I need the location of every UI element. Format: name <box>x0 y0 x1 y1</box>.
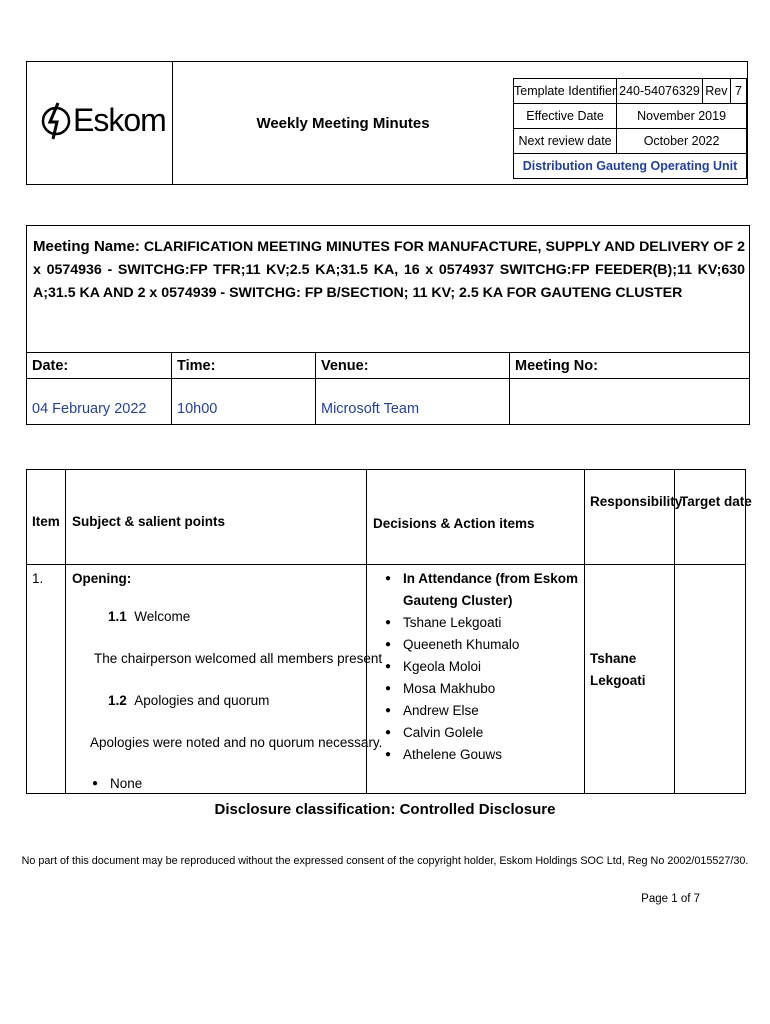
apologies-text: Apologies were noted and no quorum necessary. <box>90 735 383 750</box>
effective-date-value: November 2019 <box>617 104 747 129</box>
time-label: Time: <box>177 358 216 374</box>
template-metadata-table <box>513 78 747 179</box>
attendee-name: Calvin Golele <box>403 725 484 740</box>
copyright-notice: No part of this document may be reproduced without the expressed consent of the copyright holder, Eskom Holdings SOC Ltd, Reg No 2002/015527/30. <box>21 855 749 867</box>
target-date-header: Target date <box>680 494 752 509</box>
next-review-label: Next review date <box>514 129 617 154</box>
venue-value: Microsoft Team <box>321 401 420 417</box>
opening-heading: Opening: <box>72 571 132 586</box>
attendee-name: Kgeola Moloi <box>403 659 482 674</box>
bullet-icon: ● <box>385 683 392 694</box>
next-review-value: October 2022 <box>617 129 747 154</box>
attendee-name: Athelene Gouws <box>403 747 503 762</box>
disclosure-classification: Disclosure classification: Controlled Disclosure <box>214 801 556 818</box>
date-label: Date: <box>32 358 69 374</box>
bullet-icon: ● <box>385 705 392 716</box>
attendee-name: Queeneth Khumalo <box>403 637 520 652</box>
document-title <box>173 62 513 184</box>
time-value: 10h00 <box>177 401 218 417</box>
page-number: Page 1 of 7 <box>641 893 700 905</box>
target-date-cell <box>675 565 746 794</box>
operating-unit: Distribution Gauteng Operating Unit <box>514 154 747 179</box>
bullet-icon: ● <box>92 778 99 789</box>
template-identifier-value: 240-54076329 <box>617 79 703 104</box>
venue-label: Venue: <box>321 358 369 374</box>
attendee-name: Mosa Makhubo <box>403 681 496 696</box>
subsection-number: 1.1 <box>108 609 127 624</box>
subsection-title: Welcome <box>134 609 191 624</box>
decisions-header: Decisions & Action items <box>373 516 535 531</box>
meeting-name-value: CLARIFICATION MEETING MINUTES FOR MANUFACTURE, SUPPLY AND DELIVERY OF 2 x 0574936 - SWITCHG:FP TFR;11 KV;2.5 KA;31.5 KA, 16 x 0574937 SWITCHG:FP FEEDER(B);11 KV;630 A;31.5 KA AND 2 x 0574939 - SWITCHG: FP B/SECTION; 11 KV; 2.5 KA FOR GAUTENG CLUSTER <box>33 239 745 301</box>
meeting-name-label: Meeting Name: <box>33 238 140 255</box>
logo-cell <box>27 62 173 184</box>
bullet-icon: ● <box>385 727 392 738</box>
attendance-heading-line1: In Attendance (from Eskom <box>403 571 579 586</box>
document-title-text: Weekly Meeting Minutes <box>256 114 430 132</box>
attendee-name: Tshane Lekgoati <box>403 615 502 630</box>
agenda-header-row <box>27 470 746 565</box>
document-header <box>26 61 748 185</box>
item-number: 1. <box>32 571 44 586</box>
bullet-icon: ● <box>385 639 392 650</box>
attendee-name: Andrew Else <box>403 703 479 718</box>
eskom-logo-icon <box>41 100 71 142</box>
rev-label: Rev <box>702 79 730 104</box>
effective-date-label: Effective Date <box>514 104 617 129</box>
subject-header: Subject & salient points <box>72 514 226 529</box>
attendance-heading-line2: Gauteng Cluster) <box>403 593 513 608</box>
welcome-text: The chairperson welcomed all members present <box>94 651 383 666</box>
meeting-labels-row <box>27 352 749 379</box>
responsibility-line1: Tshane <box>590 651 637 666</box>
rev-value: 7 <box>730 79 746 104</box>
item-header: Item <box>32 514 60 529</box>
subsection-title: Apologies and quorum <box>134 693 270 708</box>
agenda-table <box>26 469 752 794</box>
none-bullet-text: None <box>110 776 143 791</box>
bullet-icon: ● <box>385 661 392 672</box>
meeting-name <box>33 235 745 305</box>
subsection-number: 1.2 <box>108 693 127 708</box>
subsection-welcome <box>108 609 190 624</box>
meeting-values-row <box>27 378 749 425</box>
responsibility-header: Responsibility <box>590 494 683 509</box>
responsibility-line2: Lekgoati <box>590 673 646 688</box>
meeting-info-box <box>26 225 750 425</box>
bullet-icon: ● <box>385 573 392 584</box>
meeting-no-label: Meeting No: <box>515 358 598 374</box>
subsection-apologies <box>108 693 269 708</box>
table-row <box>27 565 746 794</box>
date-value: 04 February 2022 <box>32 401 147 417</box>
template-identifier-label: Template Identifier <box>514 79 617 104</box>
bullet-icon: ● <box>385 617 392 628</box>
logo-text: Eskom <box>73 102 166 138</box>
bullet-icon: ● <box>385 749 392 760</box>
